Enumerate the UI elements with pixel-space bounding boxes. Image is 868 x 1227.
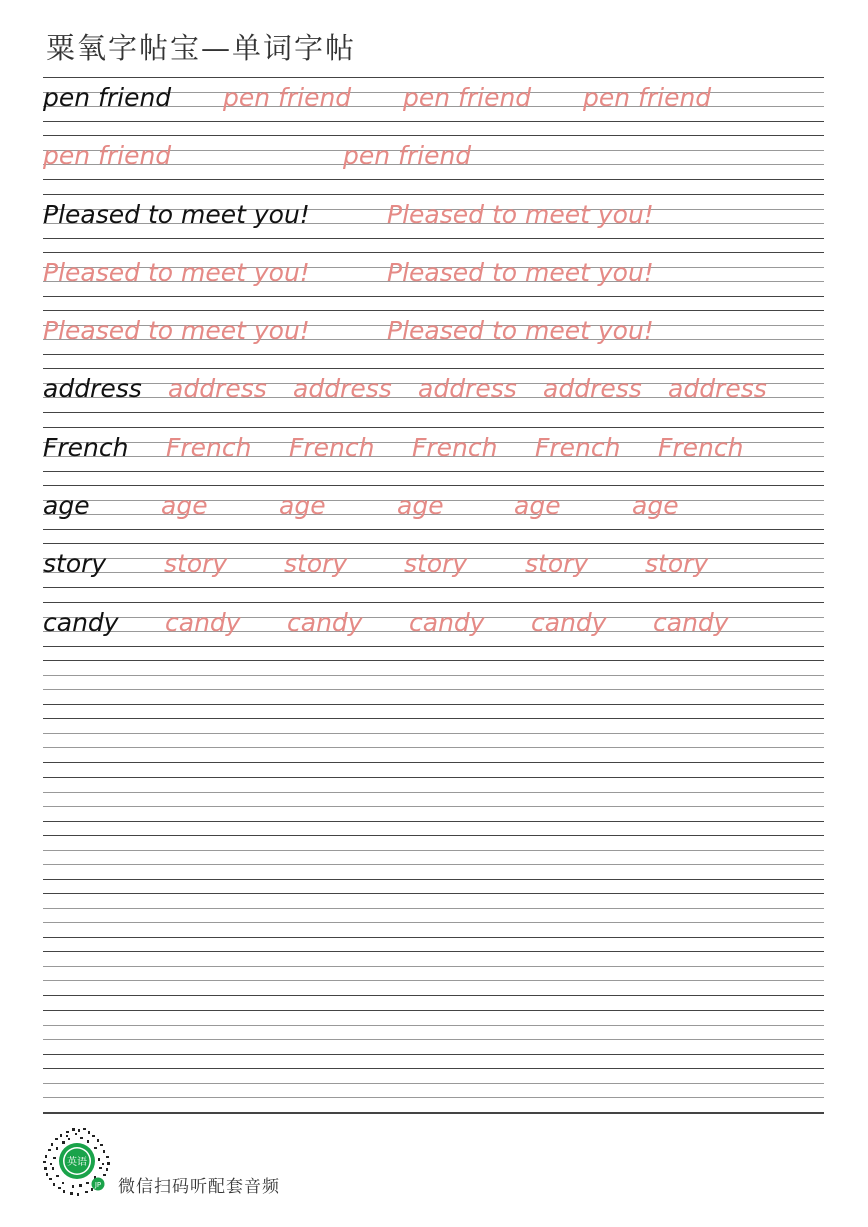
trace-word: Pleased to meet you!	[43, 316, 310, 346]
trace-word: candy	[287, 607, 363, 637]
ruling-line	[43, 427, 824, 428]
qr-code-icon[interactable]	[42, 1127, 112, 1197]
trace-word: pen friend	[223, 83, 352, 112]
blank-practice-row	[43, 660, 824, 718]
trace-word: candy	[531, 607, 607, 637]
practice-row	[43, 252, 824, 310]
trace-word: age	[514, 491, 561, 521]
practice-row	[43, 368, 824, 426]
model-word: address	[43, 374, 142, 404]
model-word: age	[43, 491, 90, 521]
ruling-line	[43, 675, 824, 676]
qr-badge-text: 英语	[67, 1157, 87, 1168]
ruling-line	[43, 1039, 824, 1040]
ruling-line	[43, 179, 824, 180]
ruling-line	[43, 194, 824, 195]
trace-word: story	[525, 549, 589, 579]
trace-word: pen friend	[343, 141, 472, 171]
model-word: story	[43, 549, 107, 579]
ruling-line	[43, 529, 824, 530]
practice-row	[43, 135, 824, 193]
ruling-line	[43, 121, 824, 122]
ruling-line	[43, 587, 824, 588]
ruling-line	[43, 747, 824, 748]
trace-word: address	[543, 374, 642, 404]
ruling-line	[43, 718, 824, 719]
ruling-line	[43, 966, 824, 967]
ruling-line	[43, 980, 824, 981]
trace-word: story	[164, 549, 228, 579]
ruling-line	[43, 689, 824, 690]
practice-sheet	[43, 77, 824, 1126]
practice-row	[43, 485, 824, 543]
practice-row	[43, 543, 824, 601]
qr-code-graphic	[42, 1127, 112, 1197]
trace-word: Pleased to meet you!	[43, 257, 310, 287]
practice-row	[43, 77, 824, 135]
qr-corner-text: JP	[94, 1181, 102, 1189]
ruling-line	[43, 1025, 824, 1026]
ruling-line	[43, 296, 824, 297]
trace-word: French	[412, 432, 498, 462]
page-title: 粟氧字帖宝—单词字帖	[46, 31, 357, 65]
trace-word: address	[293, 374, 392, 404]
trace-word: French	[289, 432, 375, 462]
ruling-line	[43, 850, 824, 851]
ruling-line	[43, 1068, 824, 1069]
trace-word: pen friend	[583, 83, 712, 112]
trace-word: French	[658, 432, 744, 462]
ruling-line	[43, 995, 824, 996]
ruling-line	[43, 835, 824, 836]
trace-word: address	[168, 374, 267, 404]
ruling-line	[43, 310, 824, 311]
ruling-line	[43, 602, 824, 603]
trace-word: pen friend	[403, 83, 532, 112]
ruling-line	[43, 777, 824, 778]
ruling-line	[43, 252, 824, 253]
blank-practice-row	[43, 835, 824, 893]
ruling-line	[43, 646, 824, 647]
ruling-line	[43, 1054, 824, 1055]
ruling-line	[43, 792, 824, 793]
ruling-line	[43, 543, 824, 544]
ruling-line	[43, 733, 824, 734]
trace-word: address	[418, 374, 517, 404]
trace-word: candy	[165, 607, 241, 637]
trace-word: age	[632, 491, 679, 521]
ruling-line	[43, 806, 824, 807]
blank-practice-row	[43, 951, 824, 1009]
ruling-line	[43, 762, 824, 763]
ruling-line	[43, 951, 824, 952]
blank-practice-row	[43, 1010, 824, 1068]
trace-word: age	[161, 491, 208, 521]
ruling-line	[43, 354, 824, 355]
trace-word: pen friend	[43, 141, 172, 171]
ruling-line	[43, 660, 824, 661]
trace-word: age	[279, 491, 326, 521]
ruling-line	[43, 135, 824, 136]
trace-word: age	[397, 491, 444, 521]
ruling-line	[43, 864, 824, 865]
ruling-line	[43, 1097, 824, 1098]
trace-word: Pleased to meet you!	[387, 257, 654, 287]
ruling-line	[43, 1083, 824, 1084]
trace-word: Pleased to meet you!	[387, 316, 654, 346]
ruling-line	[43, 412, 824, 413]
trace-word: Pleased to meet you!	[387, 199, 654, 229]
trace-word: candy	[653, 607, 729, 637]
qr-caption: 微信扫码听配套音频	[118, 1177, 280, 1197]
trace-word: address	[668, 374, 767, 404]
trace-word: story	[645, 549, 709, 579]
model-word: candy	[43, 607, 119, 637]
ruling-line	[43, 937, 824, 938]
ruling-line	[43, 238, 824, 239]
ruling-line	[43, 471, 824, 472]
ruling-line	[43, 1010, 824, 1011]
trace-word: French	[166, 432, 252, 462]
ruling-line	[43, 922, 824, 923]
trace-word: story	[404, 549, 468, 579]
blank-practice-row	[43, 893, 824, 951]
blank-practice-row	[43, 1068, 824, 1126]
practice-row	[43, 194, 824, 252]
ruling-line	[43, 821, 824, 822]
blank-practice-row	[43, 777, 824, 835]
ruling-line	[43, 704, 824, 705]
bottom-rule	[43, 1113, 824, 1114]
practice-row	[43, 602, 824, 660]
practice-row	[43, 427, 824, 485]
model-word: Pleased to meet you!	[43, 199, 310, 229]
ruling-line	[43, 893, 824, 894]
ruling-line	[43, 908, 824, 909]
trace-word: candy	[409, 607, 485, 637]
ruling-line	[43, 77, 824, 78]
blank-practice-row	[43, 718, 824, 776]
ruling-line	[43, 879, 824, 880]
practice-row	[43, 310, 824, 368]
trace-word: story	[284, 549, 348, 579]
trace-word: French	[535, 432, 621, 462]
model-word: pen friend	[43, 83, 172, 112]
ruling-line	[43, 368, 824, 369]
model-word: French	[43, 432, 129, 462]
ruling-line	[43, 485, 824, 486]
